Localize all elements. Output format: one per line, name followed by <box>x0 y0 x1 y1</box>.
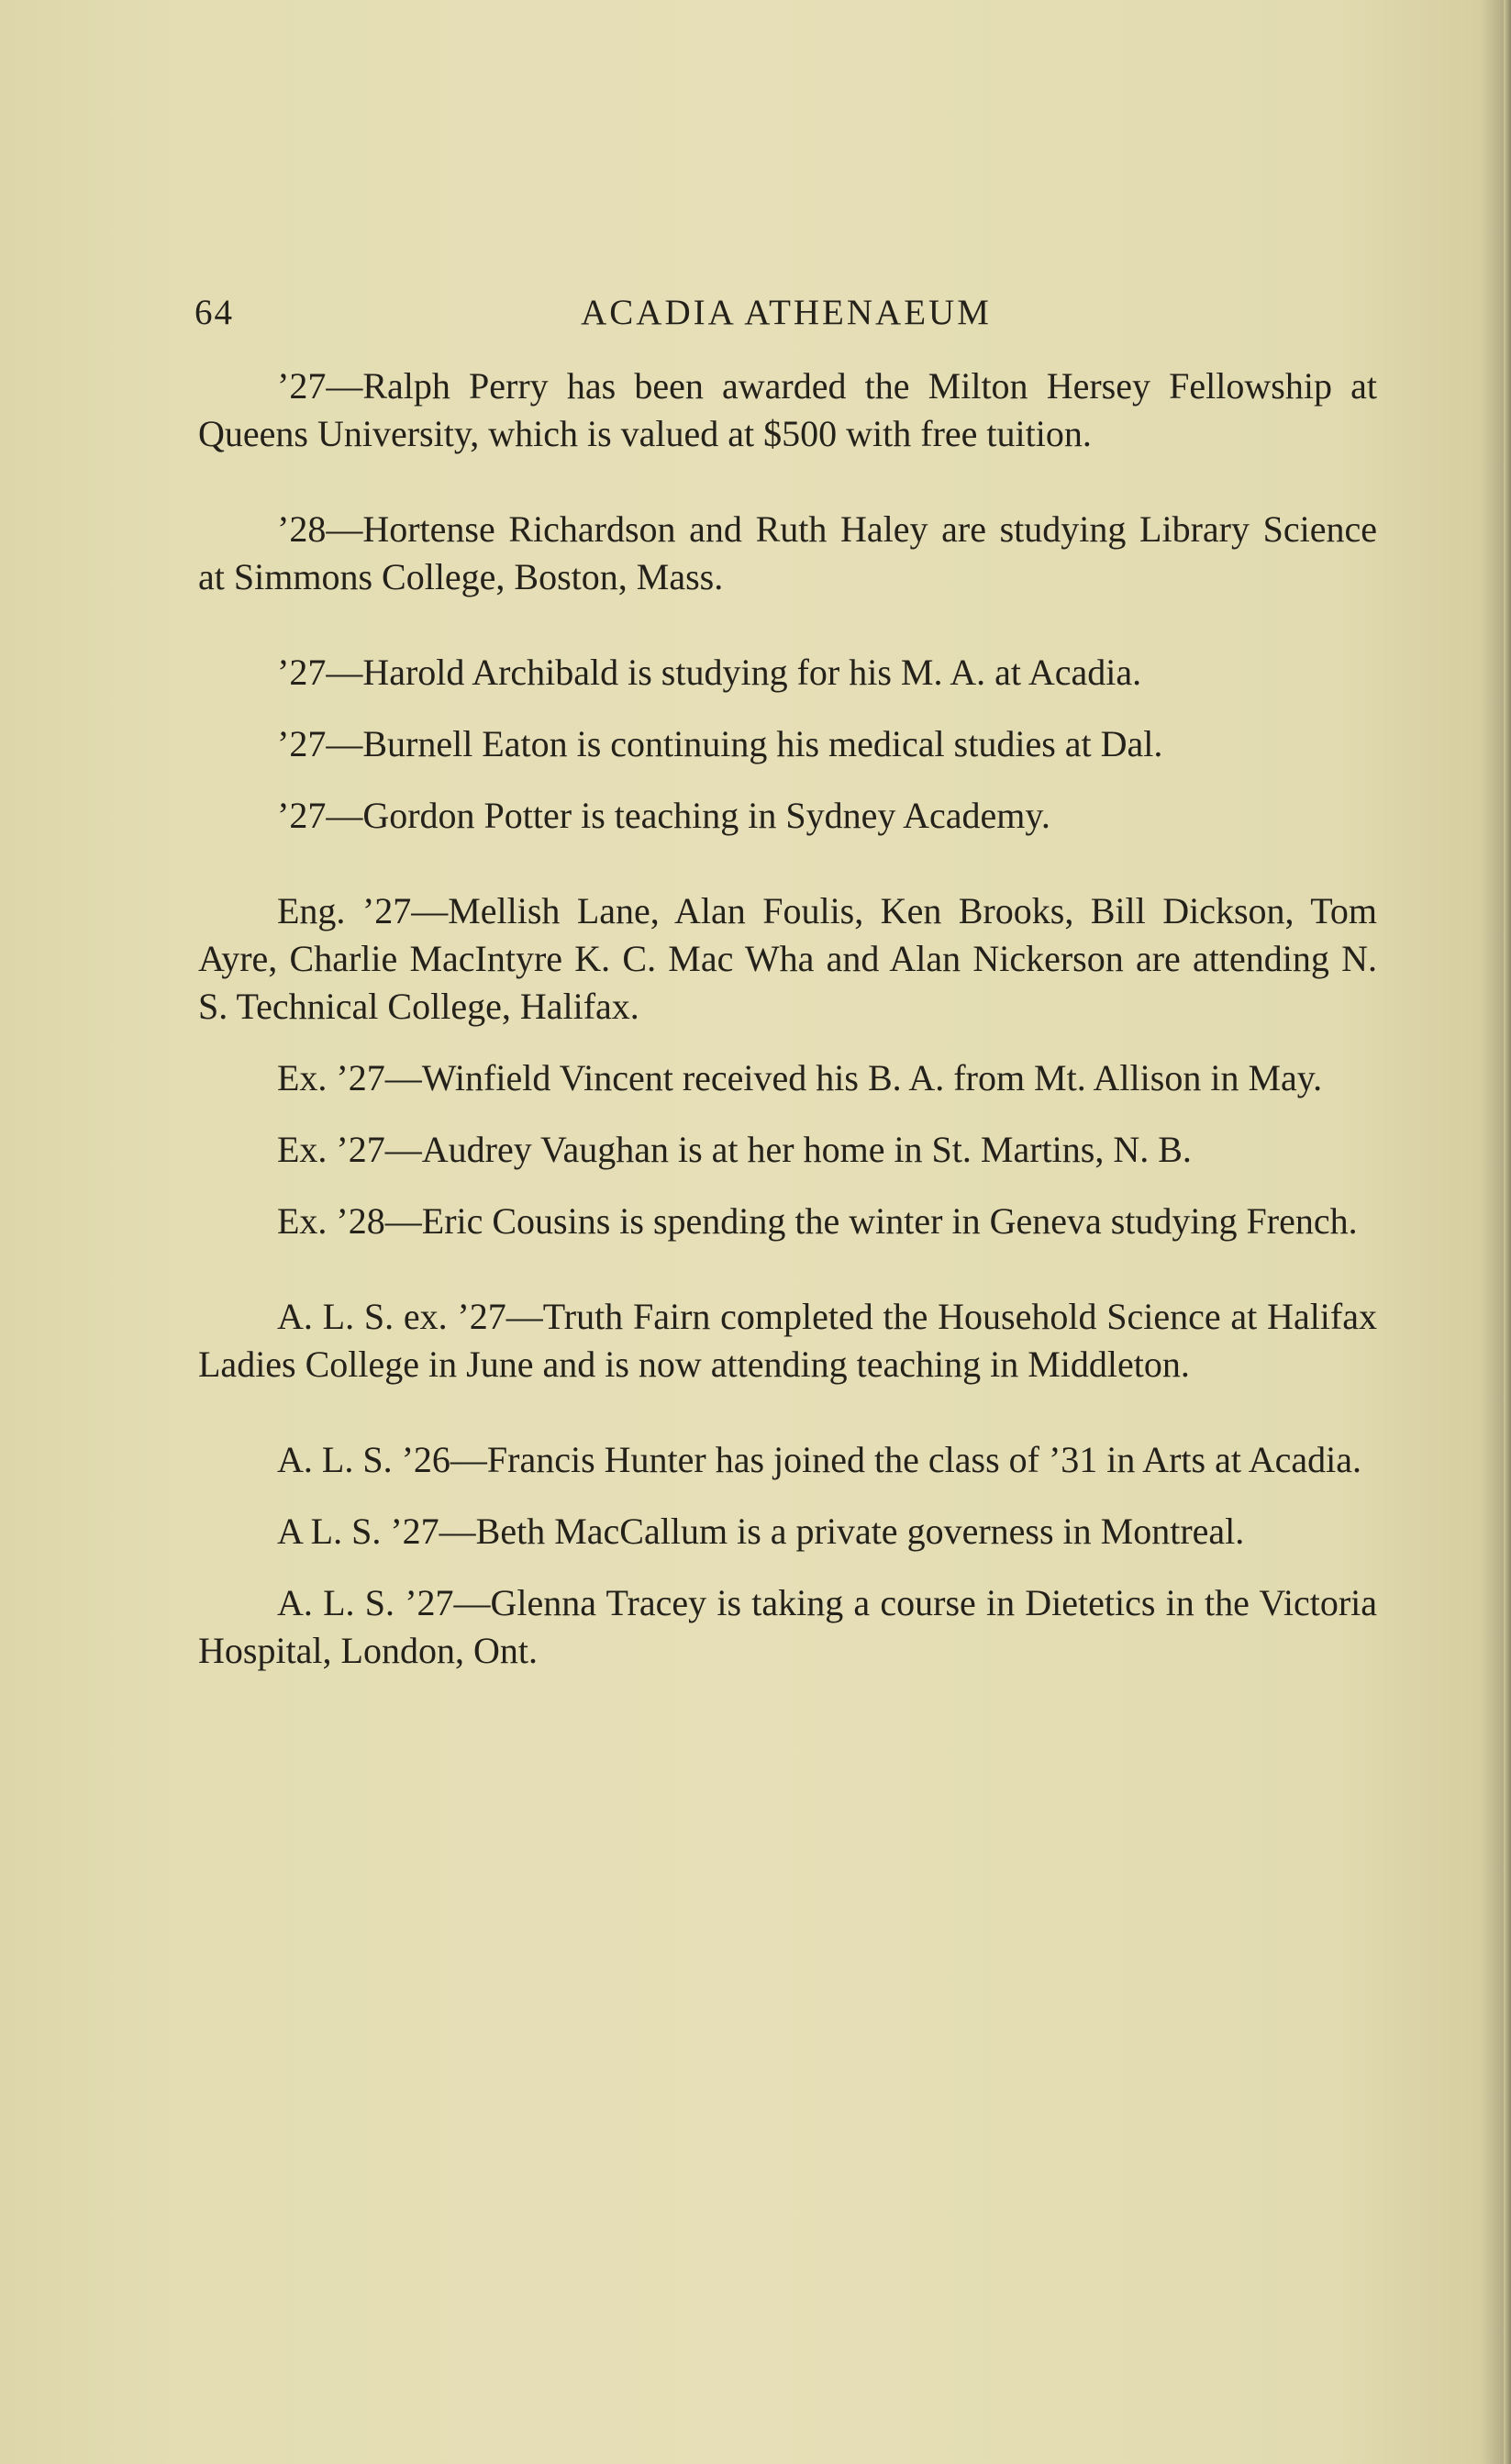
page-number: 64 <box>194 293 234 332</box>
alumni-note: A. L. S. ’27—Glenna Tracey is taking a course in Dietetics in the Victoria Hospital, London, Ont. <box>198 1582 1377 1671</box>
alumni-notes <box>198 362 1377 1675</box>
alumni-note: ’27—Gordon Potter is teaching in Sydney Academy. <box>277 795 1050 836</box>
page-edge <box>1504 0 1511 2464</box>
alumni-note: ’28—Hortense Richardson and Ruth Haley are studying Library Science at Simmons College, Boston, Mass. <box>198 508 1377 597</box>
alumni-note: Ex. ’27—Audrey Vaughan is at her home in St. Martins, N. B. <box>277 1129 1192 1170</box>
alumni-note: A. L. S. ’26—Francis Hunter has joined the class of ’31 in Arts at Acadia. <box>277 1439 1361 1480</box>
alumni-note: Eng. ’27—Mellish Lane, Alan Foulis, Ken Brooks, Bill Dickson, Tom Ayre, Charlie MacIntyre K. C. Mac Wha and Alan Nickerson are attending N. S. Technical College, Halifax. <box>198 890 1377 1027</box>
running-title: ACADIA ATHENAEUM <box>581 293 992 332</box>
alumni-note: Ex. ’27—Winfield Vincent received his B. A. from Mt. Allison in May. <box>277 1057 1323 1098</box>
alumni-note: ’27—Harold Archibald is studying for his M. A. at Acadia. <box>277 652 1142 693</box>
alumni-note: Ex. ’28—Eric Cousins is spending the winter in Geneva studying French. <box>277 1200 1358 1242</box>
alumni-note: A. L. S. ex. ’27—Truth Fairn completed the Household Science at Halifax Ladies College in June and is now attending teaching in Middleton. <box>198 1296 1377 1385</box>
alumni-note: A L. S. ’27—Beth MacCallum is a private governess in Montreal. <box>277 1511 1245 1552</box>
page-header <box>194 292 1378 336</box>
alumni-note: ’27—Ralph Perry has been awarded the Milton Hersey Fellowship at Queens University, which is valued at $500 with free tuition. <box>198 365 1377 454</box>
alumni-note: ’27—Burnell Eaton is continuing his medical studies at Dal. <box>277 723 1163 764</box>
